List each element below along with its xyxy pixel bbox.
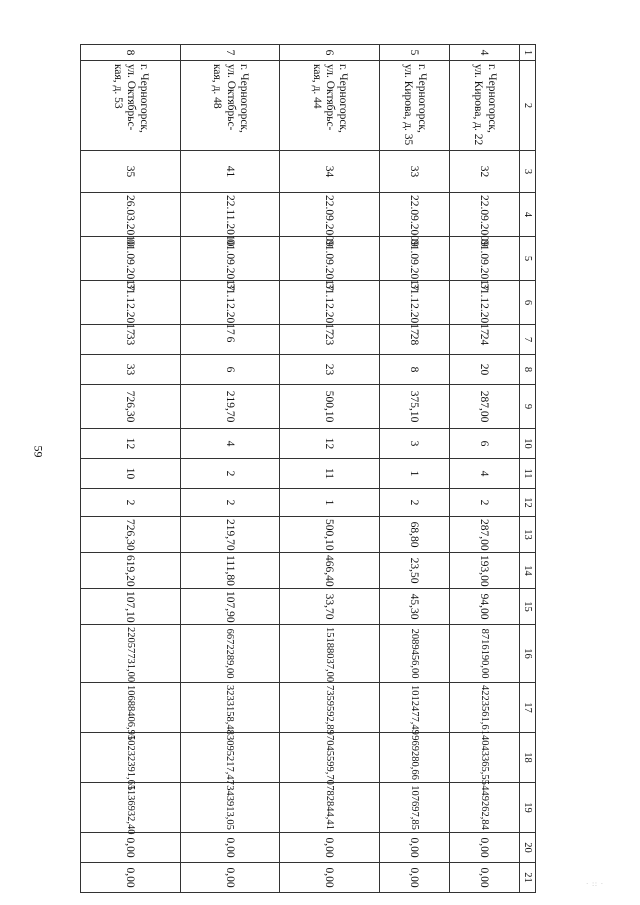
table-cell: 6	[180, 325, 280, 355]
column-number: 6	[520, 281, 536, 325]
table-cell: 500,10	[280, 385, 380, 429]
column-number: 9	[520, 385, 536, 429]
table-cell: 01.09.2017	[280, 237, 380, 281]
table-cell: 12	[280, 429, 380, 459]
table-cell: 0,00	[180, 833, 280, 863]
table-cell: 28	[379, 325, 449, 355]
table-cell: 10	[81, 459, 181, 489]
column-number: 16	[520, 625, 536, 683]
table-cell: 219,70	[180, 385, 280, 429]
table-cell: 500,10	[280, 517, 380, 553]
table-cell: 969280,66	[379, 733, 449, 783]
table-cell: 31.12.2017	[180, 281, 280, 325]
table-cell: 0,00	[81, 833, 181, 863]
column-number: 18	[520, 733, 536, 783]
table-cell: 1136932,40	[81, 783, 181, 833]
table-cell: 22057731,00	[81, 625, 181, 683]
table-row	[379, 45, 449, 893]
table-cell: 2	[449, 489, 519, 517]
table-cell: 8716190,00	[449, 625, 519, 683]
table-cell: 107,90	[180, 589, 280, 625]
row-number-cell: 6	[280, 45, 380, 61]
table-cell: 0,00	[180, 863, 280, 893]
table-cell: 7359592,89	[280, 683, 380, 733]
table-cell: 107697,85	[379, 783, 449, 833]
row-number-cell: 8	[81, 45, 181, 61]
table-row	[180, 45, 280, 893]
table-cell: 45,30	[379, 589, 449, 625]
column-number: 5	[520, 237, 536, 281]
table-cell: 3233158,48	[180, 683, 280, 733]
table-cell: 219,70	[180, 517, 280, 553]
table-cell: 6	[449, 429, 519, 459]
rotated-table-container	[80, 44, 536, 888]
data-table	[80, 44, 536, 893]
table-cell: 375,10	[379, 385, 449, 429]
column-number: 8	[520, 355, 536, 385]
table-cell: 343913,05	[180, 783, 280, 833]
table-cell: 287,00	[449, 517, 519, 553]
column-number: 13	[520, 517, 536, 553]
table-cell: 726,30	[81, 385, 181, 429]
row-number-cell: 7	[180, 45, 280, 61]
table-cell: 10688406,95	[81, 683, 181, 733]
table-cell: 01.09.2017	[449, 237, 519, 281]
table-cell: 22.11.2010	[180, 193, 280, 237]
table-cell: 0,00	[379, 833, 449, 863]
column-number: 12	[520, 489, 536, 517]
table-cell: 23	[280, 325, 380, 355]
table-cell: 111,80	[180, 553, 280, 589]
row-number-cell: 4	[449, 45, 519, 61]
table-cell: 41	[180, 151, 280, 193]
table-cell: 2	[379, 489, 449, 517]
page-number: 59	[31, 445, 46, 458]
table-cell: 10232391,65	[81, 733, 181, 783]
table-cell: 0,00	[280, 863, 380, 893]
column-number: 20	[520, 833, 536, 863]
table-cell: 2	[81, 489, 181, 517]
column-number: 21	[520, 863, 536, 893]
table-cell: 01.09.2017	[180, 237, 280, 281]
table-cell: 31.12.2017	[379, 281, 449, 325]
table-cell: 2	[180, 459, 280, 489]
table-cell: 31.12.2017	[81, 281, 181, 325]
table-cell: 3095217,47	[180, 733, 280, 783]
column-number: 7	[520, 325, 536, 355]
table-cell: 33	[379, 151, 449, 193]
table-body	[81, 45, 536, 893]
table-cell: 466,40	[280, 553, 380, 589]
table-cell: 107,10	[81, 589, 181, 625]
table-cell: 12	[81, 429, 181, 459]
column-number: 4	[520, 193, 536, 237]
table-cell: 6672289,00	[180, 625, 280, 683]
table-cell: 33	[81, 355, 181, 385]
table-cell: 22.09.2009	[449, 193, 519, 237]
column-number: 15	[520, 589, 536, 625]
address-cell: г. Черногорск, ул. Кирова, д. 22	[449, 61, 519, 151]
table-cell: 35	[81, 151, 181, 193]
table-cell: 4	[449, 459, 519, 489]
table-cell: 782844,41	[280, 783, 380, 833]
table-cell: 4	[180, 429, 280, 459]
table-cell: 01.09.2017	[379, 237, 449, 281]
table-row	[81, 45, 181, 893]
table-cell: 24	[449, 325, 519, 355]
table-cell: 22.09.2009	[379, 193, 449, 237]
address-cell: г. Черногорск, ул. Октябрьс-кая, д. 53	[81, 61, 181, 151]
scan-artifact: · :: ·	[586, 880, 605, 888]
table-cell: 15188037,00	[280, 625, 380, 683]
table-cell: 0,00	[449, 863, 519, 893]
table-cell: 20	[449, 355, 519, 385]
table-cell: 11	[280, 459, 380, 489]
column-number: 10	[520, 429, 536, 459]
table-cell: 94,00	[449, 589, 519, 625]
table-row	[449, 45, 519, 893]
table-cell: 22.09.2009	[280, 193, 380, 237]
table-cell: 726,30	[81, 517, 181, 553]
table-cell: 23	[280, 355, 380, 385]
table-cell: 0,00	[449, 833, 519, 863]
table-cell: 4043365,55	[449, 733, 519, 783]
table-row	[280, 45, 380, 893]
table-cell: 1012477,49	[379, 683, 449, 733]
table-cell: 8	[379, 355, 449, 385]
table-cell: 33,70	[280, 589, 380, 625]
column-number: 19	[520, 783, 536, 833]
table-cell: 3	[379, 429, 449, 459]
table-cell: 193,00	[449, 553, 519, 589]
address-cell: г. Черногорск, ул. Кирова, д. 35	[379, 61, 449, 151]
table-cell: 31.12.2017	[449, 281, 519, 325]
column-number: 1	[520, 45, 536, 61]
column-number: 3	[520, 151, 536, 193]
column-number: 11	[520, 459, 536, 489]
table-cell: 2089456,00	[379, 625, 449, 683]
table-cell: 33	[81, 325, 181, 355]
address-cell: г. Черногорск, ул. Октябрьс-кая, д. 48	[180, 61, 280, 151]
row-number-cell: 5	[379, 45, 449, 61]
table-cell: 23,50	[379, 553, 449, 589]
table-cell: 7045599,70	[280, 733, 380, 783]
table-cell: 1	[280, 489, 380, 517]
column-number: 2	[520, 61, 536, 151]
table-cell: 2	[180, 489, 280, 517]
column-number: 14	[520, 553, 536, 589]
table-cell: 26.03.2010	[81, 193, 181, 237]
column-number: 17	[520, 683, 536, 733]
address-cell: г. Черногорск, ул. Октябрьс-кая, д. 44	[280, 61, 380, 151]
table-cell: 01.09.2017	[81, 237, 181, 281]
table-cell: 449262,84	[449, 783, 519, 833]
table-cell: 68,80	[379, 517, 449, 553]
table-cell: 0,00	[81, 863, 181, 893]
column-number-row	[520, 45, 536, 893]
table-cell: 31.12.2017	[280, 281, 380, 325]
table-cell: 0,00	[379, 863, 449, 893]
table-cell: 6	[180, 355, 280, 385]
table-cell: 619,20	[81, 553, 181, 589]
table-cell: 287,00	[449, 385, 519, 429]
table-cell: 4223561,61	[449, 683, 519, 733]
table-cell: 1	[379, 459, 449, 489]
table-cell: 34	[280, 151, 380, 193]
table-cell: 0,00	[280, 833, 380, 863]
table-cell: 32	[449, 151, 519, 193]
